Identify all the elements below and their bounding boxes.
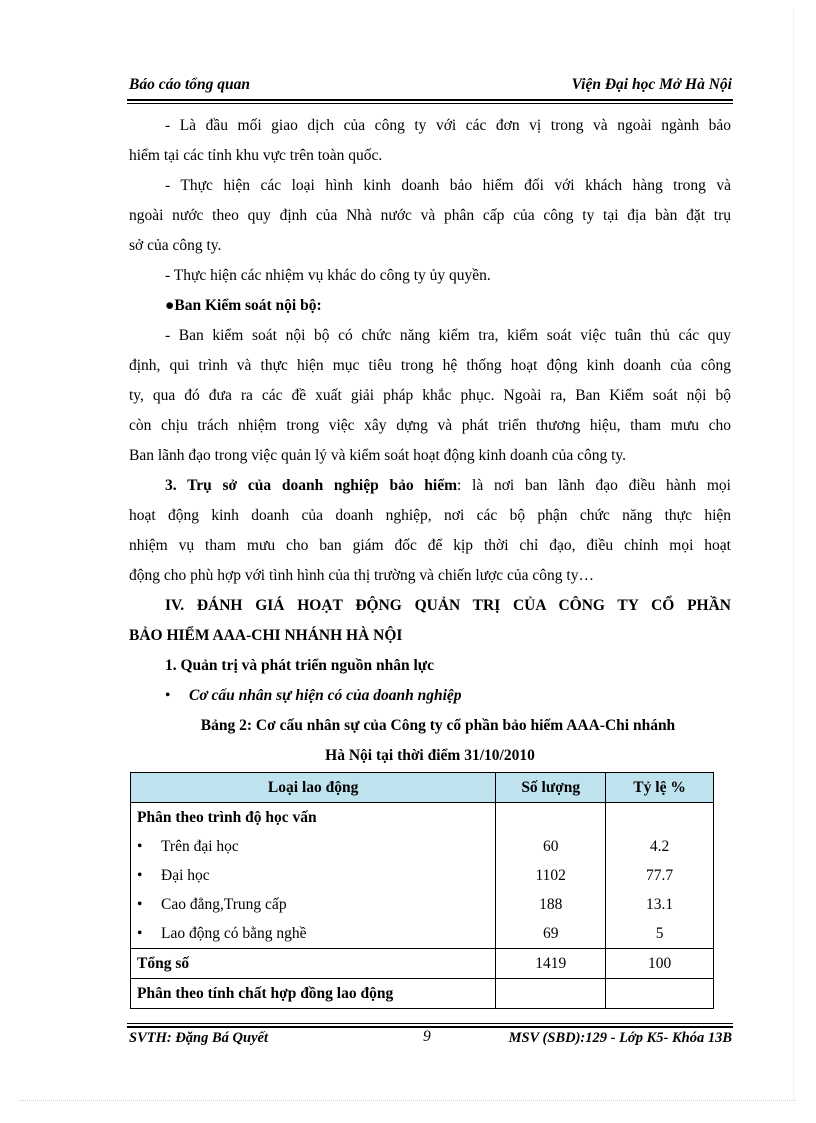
p5-line-1 (129, 474, 731, 498)
section-iv-line-2: BẢO HIỂM AAA-CHI NHÁNH HÀ NỘI (129, 627, 403, 644)
bullet-icon: • (137, 924, 143, 942)
total-qty: 1419 (496, 949, 606, 979)
table-row (131, 979, 714, 1009)
row-pct: 5 (606, 919, 714, 949)
th-pct: Tỷ lệ % (606, 773, 714, 803)
row-pct: 77.7 (606, 861, 714, 890)
p4-line-1: - Ban kiểm soát nội bộ có chức năng kiểm tra, kiểm soát việc tuân thủ các quy (165, 327, 731, 344)
section-iv-line-1: IV. ĐÁNH GIÁ HOẠT ĐỘNG QUẢN TRỊ CỦA CÔNG TY CỔ PHẦN (165, 597, 731, 614)
bullet-icon: • (165, 687, 171, 704)
p4-line-5: Ban lãnh đạo trong việc quản lý và kiểm soát hoạt động kinh doanh của công ty. (129, 447, 627, 464)
p5-line-4: động cho phù hợp với tình hình của thị trường và chiến lược của công ty… (129, 567, 594, 584)
page-header (129, 76, 732, 98)
table-title-line-1: Bảng 2: Cơ cấu nhân sự của Công ty cổ phần bảo hiểm AAA-Chi nhánh (200, 717, 676, 734)
group-education-label: Phân theo trình độ học vấn (137, 808, 317, 826)
p1-line-1: - Là đầu mối giao dịch của công ty với các đơn vị trong và ngoài ngành bảo (165, 117, 731, 134)
footer-left: SVTH: Đặng Bá Quyết (129, 1030, 268, 1046)
table-row-total (131, 949, 714, 979)
bullet-icon: • (137, 866, 143, 884)
total-pct: 100 (606, 949, 714, 979)
p4-line-2: định, qui trình và thực hiện mục tiêu trong hệ thống hoạt động kinh doanh của công (129, 357, 731, 374)
group-education (131, 803, 496, 833)
total-label: Tổng số (131, 949, 496, 979)
footer-rule-thin (127, 1023, 733, 1024)
row-pct: 4.2 (606, 832, 714, 861)
row-label: Lao động có bằng nghề (161, 924, 307, 942)
p1-line-2: hiểm tại các tỉnh khu vực trên toàn quốc. (129, 147, 383, 164)
table-title-line-2: Hà Nội tại thời điểm 31/10/2010 (325, 747, 535, 764)
row-qty: 1102 (496, 861, 606, 890)
row-label: Đại học (161, 866, 210, 884)
header-rule-thin (127, 103, 733, 104)
group-contract: Phân theo tính chất hợp đồng lao động (131, 979, 496, 1009)
subsection-1: 1. Quản trị và phát triển nguồn nhân lực (165, 657, 434, 674)
page-number: 9 (423, 1028, 431, 1045)
table-row (131, 832, 714, 861)
bullet-icon: • (137, 837, 143, 855)
header-rule-thick (127, 99, 733, 101)
staff-structure-table (130, 772, 714, 1009)
th-type: Loại lao động (131, 773, 496, 803)
p2-line-3: sở của công ty. (129, 237, 222, 254)
footer-right: MSV (SBD):129 - Lớp K5- Khóa 13B (508, 1030, 732, 1046)
p5-line-2: hoạt động kinh doanh của doanh nghiệp, nơi các bộ phận chức năng thực hiện (129, 507, 731, 524)
page-edge-right (793, 10, 794, 1100)
table-row (131, 890, 714, 919)
page-footer (129, 1030, 732, 1052)
row-label: Cao đẳng,Trung cấp (161, 895, 287, 913)
p4-line-3: ty, qua đó đưa ra các đề xuất giải pháp khắc phục. Ngoài ra, Ban Kiểm soát nội bộ (129, 387, 731, 404)
bullet-icon: • (137, 895, 143, 913)
subsection-2 (129, 684, 731, 708)
row-qty: 69 (496, 919, 606, 949)
row-qty: 188 (496, 890, 606, 919)
p5-line-3: nhiệm vụ tham mưu cho ban giám đốc để kịp thời chỉ đạo, điều chỉnh mọi hoạt (129, 537, 731, 554)
subsection-2-text: Cơ cấu nhân sự hiện có của doanh nghiệp (189, 687, 462, 704)
row-pct: 13.1 (606, 890, 714, 919)
bk-heading (129, 294, 731, 318)
table-row (131, 861, 714, 890)
row-qty: 60 (496, 832, 606, 861)
p4-line-4: còn chịu trách nhiệm trong việc xây dựng và phát triển thương hiệu, tham mưu cho (129, 417, 731, 434)
header-right: Viện Đại học Mở Hà Nội (571, 76, 732, 93)
p5-bold: 3. Trụ sở của doanh nghiệp bảo hiểm (165, 477, 458, 494)
bullet-icon: ● (165, 297, 175, 314)
header-left: Báo cáo tổng quan (129, 76, 251, 93)
row-label: Trên đại học (161, 837, 239, 855)
page-edge-bottom (20, 1100, 796, 1101)
bk-heading-text: Ban Kiểm soát nội bộ: (174, 297, 322, 314)
table-header-row (131, 773, 714, 803)
p2-line-2: ngoài nước theo quy định của Nhà nước và phân cấp của công ty tại địa bàn đặt trụ (129, 207, 731, 224)
p3-line-1: - Thực hiện các nhiệm vụ khác do công ty ủy quyền. (165, 267, 491, 284)
th-qty: Số lượng (496, 773, 606, 803)
table-row (131, 803, 714, 833)
table-row (131, 919, 714, 949)
p5-rest: : là nơi ban lãnh đạo điều hành mọi (457, 477, 731, 494)
p2-line-1: - Thực hiện các loại hình kinh doanh bảo hiểm đối với khách hàng trong và (165, 177, 731, 194)
